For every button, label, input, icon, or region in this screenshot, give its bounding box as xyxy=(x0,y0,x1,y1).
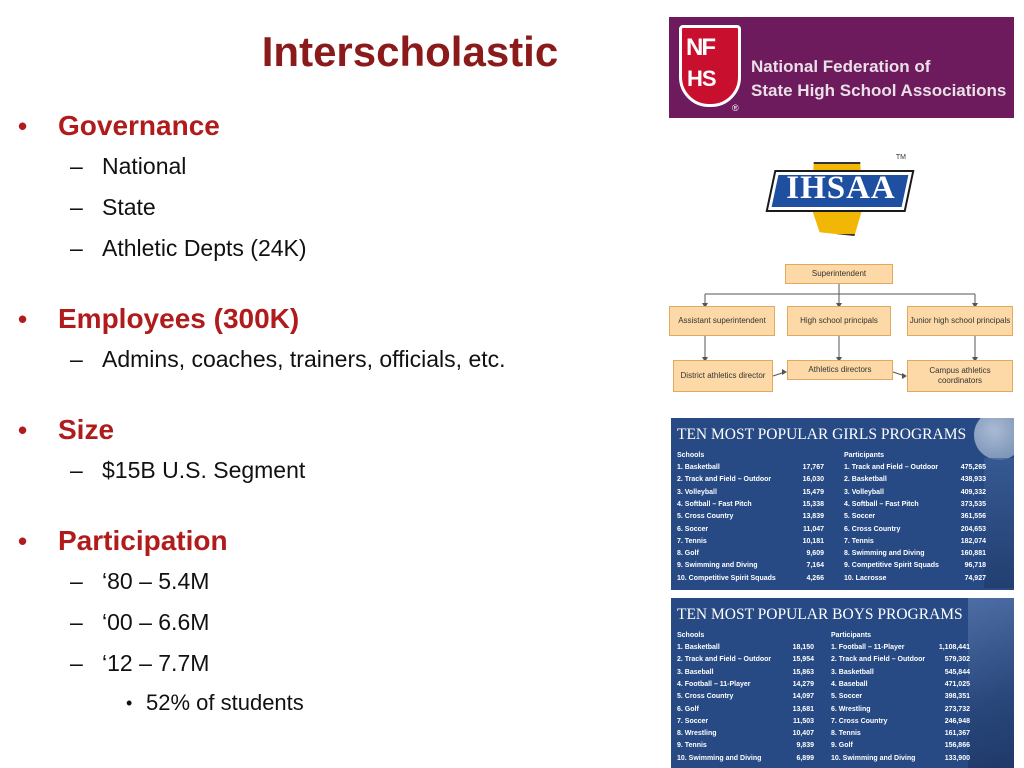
bullet-heading: Size xyxy=(58,414,115,445)
volleyball-photo xyxy=(974,418,1014,460)
table-cell-schools: 6,899 xyxy=(796,754,814,762)
dash-marker: – xyxy=(70,457,83,483)
table-cell-school: 6. Golf xyxy=(677,705,699,713)
table-cell-school: 9. Tennis xyxy=(677,742,707,750)
bullet-dot: • xyxy=(18,304,28,334)
table-title: TEN MOST POPULAR GIRLS PROGRAMS xyxy=(677,426,967,443)
sub-bullet-text: ‘80 – 5.4M xyxy=(102,568,210,594)
bullet-participation xyxy=(18,521,658,561)
table-cell-school: 5. Cross Country xyxy=(677,513,734,521)
registered-mark: ® xyxy=(732,103,739,113)
table-cell-sport: 3. Basketball xyxy=(831,668,874,676)
bullet-dot: • xyxy=(18,415,28,445)
sub-sub-bullet-text: 52% of students xyxy=(146,690,304,715)
bullet-heading: Governance xyxy=(58,110,220,141)
table-cell-schools: 13,681 xyxy=(792,705,814,713)
sub-bullet-text: ‘12 – 7.7M xyxy=(102,650,210,676)
table-cell-schools: 13,839 xyxy=(802,513,824,521)
table-cell-participants: 409,332 xyxy=(960,488,986,496)
nfhs-name-line1: National Federation of xyxy=(751,57,931,76)
dash-marker: – xyxy=(70,194,83,220)
table-cell-schools: 10,181 xyxy=(802,537,824,545)
table-cell-participants: 74,927 xyxy=(964,574,986,582)
table-cell-school: 7. Tennis xyxy=(677,537,707,545)
table-cell-participants: 1,108,441 xyxy=(938,644,970,651)
table-cell-school: 2. Track and Field – Outdoor xyxy=(677,476,772,484)
table-row xyxy=(671,464,1014,476)
org-superintendent: Superintendent xyxy=(785,264,893,284)
table-cell-participants: 361,556 xyxy=(960,513,986,521)
table-cell-participants: 438,933 xyxy=(960,476,986,484)
sub-bullet-text: Admins, coaches, trainers, officials, etc. xyxy=(102,346,506,372)
table-cell-schools: 4,266 xyxy=(806,574,824,582)
org-junior-high-principals: Junior high school principals xyxy=(907,306,1013,336)
dash-marker: – xyxy=(70,568,83,594)
table-cell-schools: 15,954 xyxy=(792,656,814,664)
table-cell-sport: 10. Swimming and Diving xyxy=(831,754,916,762)
schools-header: Schools xyxy=(677,632,705,639)
table-cell-participants: 156,866 xyxy=(944,742,970,750)
org-chart xyxy=(669,262,1015,396)
sub-bullet xyxy=(18,602,658,643)
table-title: TEN MOST POPULAR BOYS PROGRAMS xyxy=(677,606,963,623)
table-cell-participants: 96,718 xyxy=(964,562,986,570)
table-cell-schools: 11,503 xyxy=(792,717,814,725)
table-row xyxy=(671,501,1014,513)
table-cell-school: 7. Soccer xyxy=(677,717,709,725)
sub-bullet-text: Athletic Depts (24K) xyxy=(102,235,307,261)
bullet-size xyxy=(18,410,658,450)
table-cell-sport: 8. Swimming and Diving xyxy=(844,550,925,558)
table-cell-sport: 2. Track and Field – Outdoor xyxy=(831,656,926,664)
org-campus-coordinators: Campus athletics coordinators xyxy=(907,360,1013,392)
table-cell-participants: 161,367 xyxy=(944,730,970,738)
table-cell-schools: 15,863 xyxy=(792,668,814,676)
dash-marker: – xyxy=(70,153,83,179)
table-cell-schools: 9,609 xyxy=(806,550,824,558)
table-cell-sport: 5. Soccer xyxy=(844,513,876,521)
table-cell-sport: 10. Lacrosse xyxy=(844,574,887,582)
table-cell-participants: 579,302 xyxy=(944,656,970,664)
dash-marker: – xyxy=(70,346,83,372)
table-row xyxy=(671,489,1014,501)
table-cell-sport: 8. Tennis xyxy=(831,730,861,738)
table-cell-participants: 471,025 xyxy=(944,680,970,688)
table-cell-sport: 5. Soccer xyxy=(831,693,863,701)
table-cell-school: 1. Basketball xyxy=(677,644,720,651)
bullet-governance xyxy=(18,106,658,146)
table-cell-sport: 9. Competitive Spirit Squads xyxy=(844,562,939,570)
table-row xyxy=(671,538,1014,550)
table-cell-sport: 1. Track and Field – Outdoor xyxy=(844,464,939,471)
bullet-heading: Participation xyxy=(58,525,228,556)
table-cell-school: 8. Golf xyxy=(677,550,699,558)
table-cell-schools: 16,030 xyxy=(802,476,824,484)
sub-bullet xyxy=(18,561,658,602)
girls-programs-table xyxy=(671,418,1014,590)
table-row xyxy=(671,562,1014,574)
table-cell-school: 3. Baseball xyxy=(677,668,714,676)
table-cell-participants: 133,900 xyxy=(944,754,970,762)
table-row xyxy=(671,706,1014,718)
bullet-dot: • xyxy=(126,693,133,713)
table-cell-school: 8. Wrestling xyxy=(677,730,717,738)
table-cell-school: 6. Soccer xyxy=(677,525,709,533)
table-cell-school: 3. Volleyball xyxy=(677,488,717,496)
table-cell-participants: 182,074 xyxy=(960,537,986,545)
table-row xyxy=(671,526,1014,538)
table-row xyxy=(671,575,1014,587)
participants-header: Participants xyxy=(831,632,872,639)
slide-title: Interscholastic xyxy=(261,28,559,75)
nfhs-shield-icon xyxy=(679,25,741,107)
table-cell-schools: 17,767 xyxy=(802,464,824,471)
ihsaa-logo xyxy=(772,150,908,236)
schools-header: Schools xyxy=(677,452,705,459)
table-cell-participants: 398,351 xyxy=(944,693,970,701)
table-row xyxy=(671,550,1014,562)
sub-bullet-text: $15B U.S. Segment xyxy=(102,457,306,483)
bullet-dot: • xyxy=(18,111,28,141)
table-cell-schools: 14,279 xyxy=(792,680,814,688)
table-cell-participants: 273,732 xyxy=(944,705,970,713)
table-row xyxy=(671,656,1014,668)
table-cell-participants: 475,265 xyxy=(960,464,986,471)
sub-sub-bullet xyxy=(18,684,658,722)
bullet-dot: • xyxy=(18,526,28,556)
table-row xyxy=(671,730,1014,742)
table-row xyxy=(671,669,1014,681)
sub-bullet xyxy=(18,643,658,684)
table-cell-schools: 10,407 xyxy=(792,730,814,738)
bullet-employees xyxy=(18,299,658,339)
table-cell-sport: 6. Wrestling xyxy=(831,705,871,713)
table-row xyxy=(671,513,1014,525)
org-assistant-superintendent: Assistant superintendent xyxy=(669,306,775,336)
sub-bullet xyxy=(18,146,658,187)
nfhs-mark-top: NF xyxy=(686,34,714,61)
table-cell-sport: 9. Golf xyxy=(831,742,853,750)
table-cell-sport: 2. Basketball xyxy=(844,476,887,484)
participants-header: Participants xyxy=(844,452,885,459)
table-row xyxy=(671,476,1014,488)
table-cell-school: 10. Swimming and Diving xyxy=(677,754,762,762)
table-cell-participants: 545,844 xyxy=(944,668,970,676)
table-cell-participants: 246,948 xyxy=(944,717,970,725)
trademark-mark: TM xyxy=(895,154,906,161)
table-cell-schools: 7,164 xyxy=(806,562,824,570)
table-cell-participants: 373,535 xyxy=(960,500,986,508)
table-cell-schools: 18,150 xyxy=(792,644,814,651)
dash-marker: – xyxy=(70,650,83,676)
table-cell-sport: 4. Softball – Fast Pitch xyxy=(844,500,919,508)
bullet-heading: Employees (300K) xyxy=(58,303,300,334)
table-cell-school: 5. Cross Country xyxy=(677,693,734,701)
table-cell-sport: 7. Tennis xyxy=(844,537,874,545)
table-cell-participants: 160,881 xyxy=(960,550,986,558)
sub-bullet xyxy=(18,339,658,380)
table-row xyxy=(671,742,1014,754)
sub-bullet xyxy=(18,450,658,491)
table-cell-sport: 3. Volleyball xyxy=(844,488,884,496)
table-row xyxy=(671,755,1014,767)
table-cell-schools: 15,338 xyxy=(802,500,824,508)
sub-bullet-text: ‘00 – 6.6M xyxy=(102,609,210,635)
table-cell-school: 2. Track and Field – Outdoor xyxy=(677,656,772,664)
table-cell-schools: 9,839 xyxy=(796,742,814,750)
sub-bullet-text: State xyxy=(102,194,156,220)
sub-bullet xyxy=(18,187,658,228)
bullet-list xyxy=(18,106,658,722)
table-row xyxy=(671,693,1014,705)
table-cell-schools: 15,479 xyxy=(802,488,824,496)
boys-programs-table xyxy=(671,598,1014,768)
dash-marker: – xyxy=(70,609,83,635)
nfhs-name-line2: State High School Associations xyxy=(751,81,1007,100)
dash-marker: – xyxy=(70,235,83,261)
table-cell-sport: 7. Cross Country xyxy=(831,717,888,725)
table-cell-schools: 11,047 xyxy=(802,525,824,533)
table-cell-school: 10. Competitive Spirit Squads xyxy=(677,574,776,582)
org-high-school-principals: High school principals xyxy=(787,306,891,336)
table-cell-participants: 204,653 xyxy=(960,525,986,533)
ihsaa-wordmark: IHSAA xyxy=(786,170,896,206)
sub-bullet xyxy=(18,228,658,269)
table-row xyxy=(671,718,1014,730)
sub-bullet-text: National xyxy=(102,153,187,179)
nfhs-logo xyxy=(669,17,1014,118)
table-cell-sport: 1. Football – 11-Player xyxy=(831,644,905,651)
table-cell-sport: 4. Baseball xyxy=(831,680,868,688)
nfhs-mark-bottom: HS xyxy=(687,66,716,91)
table-row xyxy=(671,644,1014,656)
table-cell-school: 4. Football – 11-Player xyxy=(677,680,751,688)
table-row xyxy=(671,681,1014,693)
table-cell-schools: 14,097 xyxy=(792,693,814,701)
org-district-athletics-director: District athletics director xyxy=(673,360,773,392)
org-athletics-directors: Athletics directors xyxy=(787,360,893,380)
table-cell-school: 4. Softball – Fast Pitch xyxy=(677,500,752,508)
table-cell-school: 1. Basketball xyxy=(677,464,720,471)
table-cell-school: 9. Swimming and Diving xyxy=(677,562,758,570)
table-cell-sport: 6. Cross Country xyxy=(844,525,901,533)
